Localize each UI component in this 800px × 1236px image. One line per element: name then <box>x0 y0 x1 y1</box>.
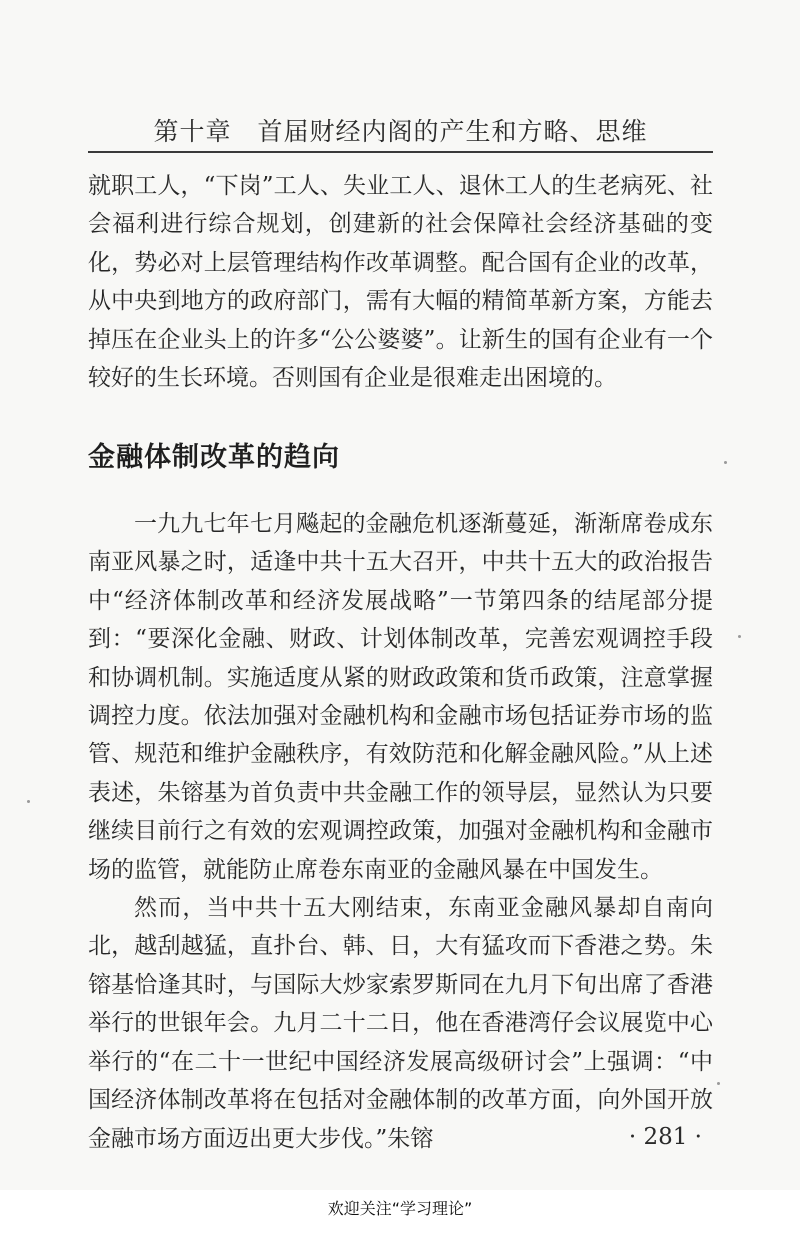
footer-note: 欢迎关注“学习理论” <box>327 1199 473 1218</box>
intro-paragraph-block <box>88 167 713 397</box>
body-text <box>88 505 713 1158</box>
body-paragraph: 一九九七年七月飚起的金融危机逐渐蔓延，渐渐席卷成东南亚风暴之时，适逢中共十五大召开，中共十五大的政治报告中“经济体制改革和经济发展战略”一节第四条的结尾部分提到：“要深化金融、财政、计划体制改革，完善宏观调控手段和协调机制。实施适度从紧的财政政策和货币政策，注意掌握调控力度。依法加强对金融机构和金融市场包括证券市场的监管、规范和维护金融秩序，有效防范和化解金融风险。”从上述表述，朱镕基为首负责中共金融工作的领导层，显然认为只要继续目前行之有效的宏观调控政策，加强对金融机构和金融市场的监管，就能防止席卷东南亚的金融风暴在中国发生。 <box>88 511 713 883</box>
scan-speck <box>27 800 30 803</box>
scan-speck <box>738 635 741 638</box>
scan-speck <box>717 1082 720 1085</box>
scan-speck <box>724 461 727 464</box>
intro-paragraph: 就职工人，“下岗”工人、失业工人、退休工人的生老病死、社会福利进行综合规划，创建新的社会保障社会经济基础的变化，势必对上层管理结构作改革调整。配合国有企业的改革，从中央到地方的政府部门，需有大幅的精简革新方案，方能去掉压在企业头上的许多“公公婆婆”。让新生的国有企业有一个较好的生长环境。否则国有企业是很难走出困境的。 <box>88 173 713 392</box>
page-number: · 281 · <box>628 1124 702 1150</box>
body-paragraph: 然而，当中共十五大刚结束，东南亚金融风暴却自南向北，越刮越猛，直扑台、韩、日，大有猛攻而下香港之势。朱镕基恰逢其时，与国际大炒家索罗斯同在九月下旬出席了香港举行的世银年会。九月二十二日，他在香港湾仔会议展览中心举行的“在二十一世纪中国经济发展高级研讨会”上强调：“中国经济体制改革将在包括对金融体制的改革方面，向外国开放金融市场方面迈出更大步伐。”朱镕 <box>88 895 713 1152</box>
header-rule <box>88 151 713 153</box>
section-heading: 金融体制改革的趋向 <box>88 442 340 473</box>
running-header: 第十章 首届财经内阁的产生和方略、思维 <box>153 117 648 146</box>
